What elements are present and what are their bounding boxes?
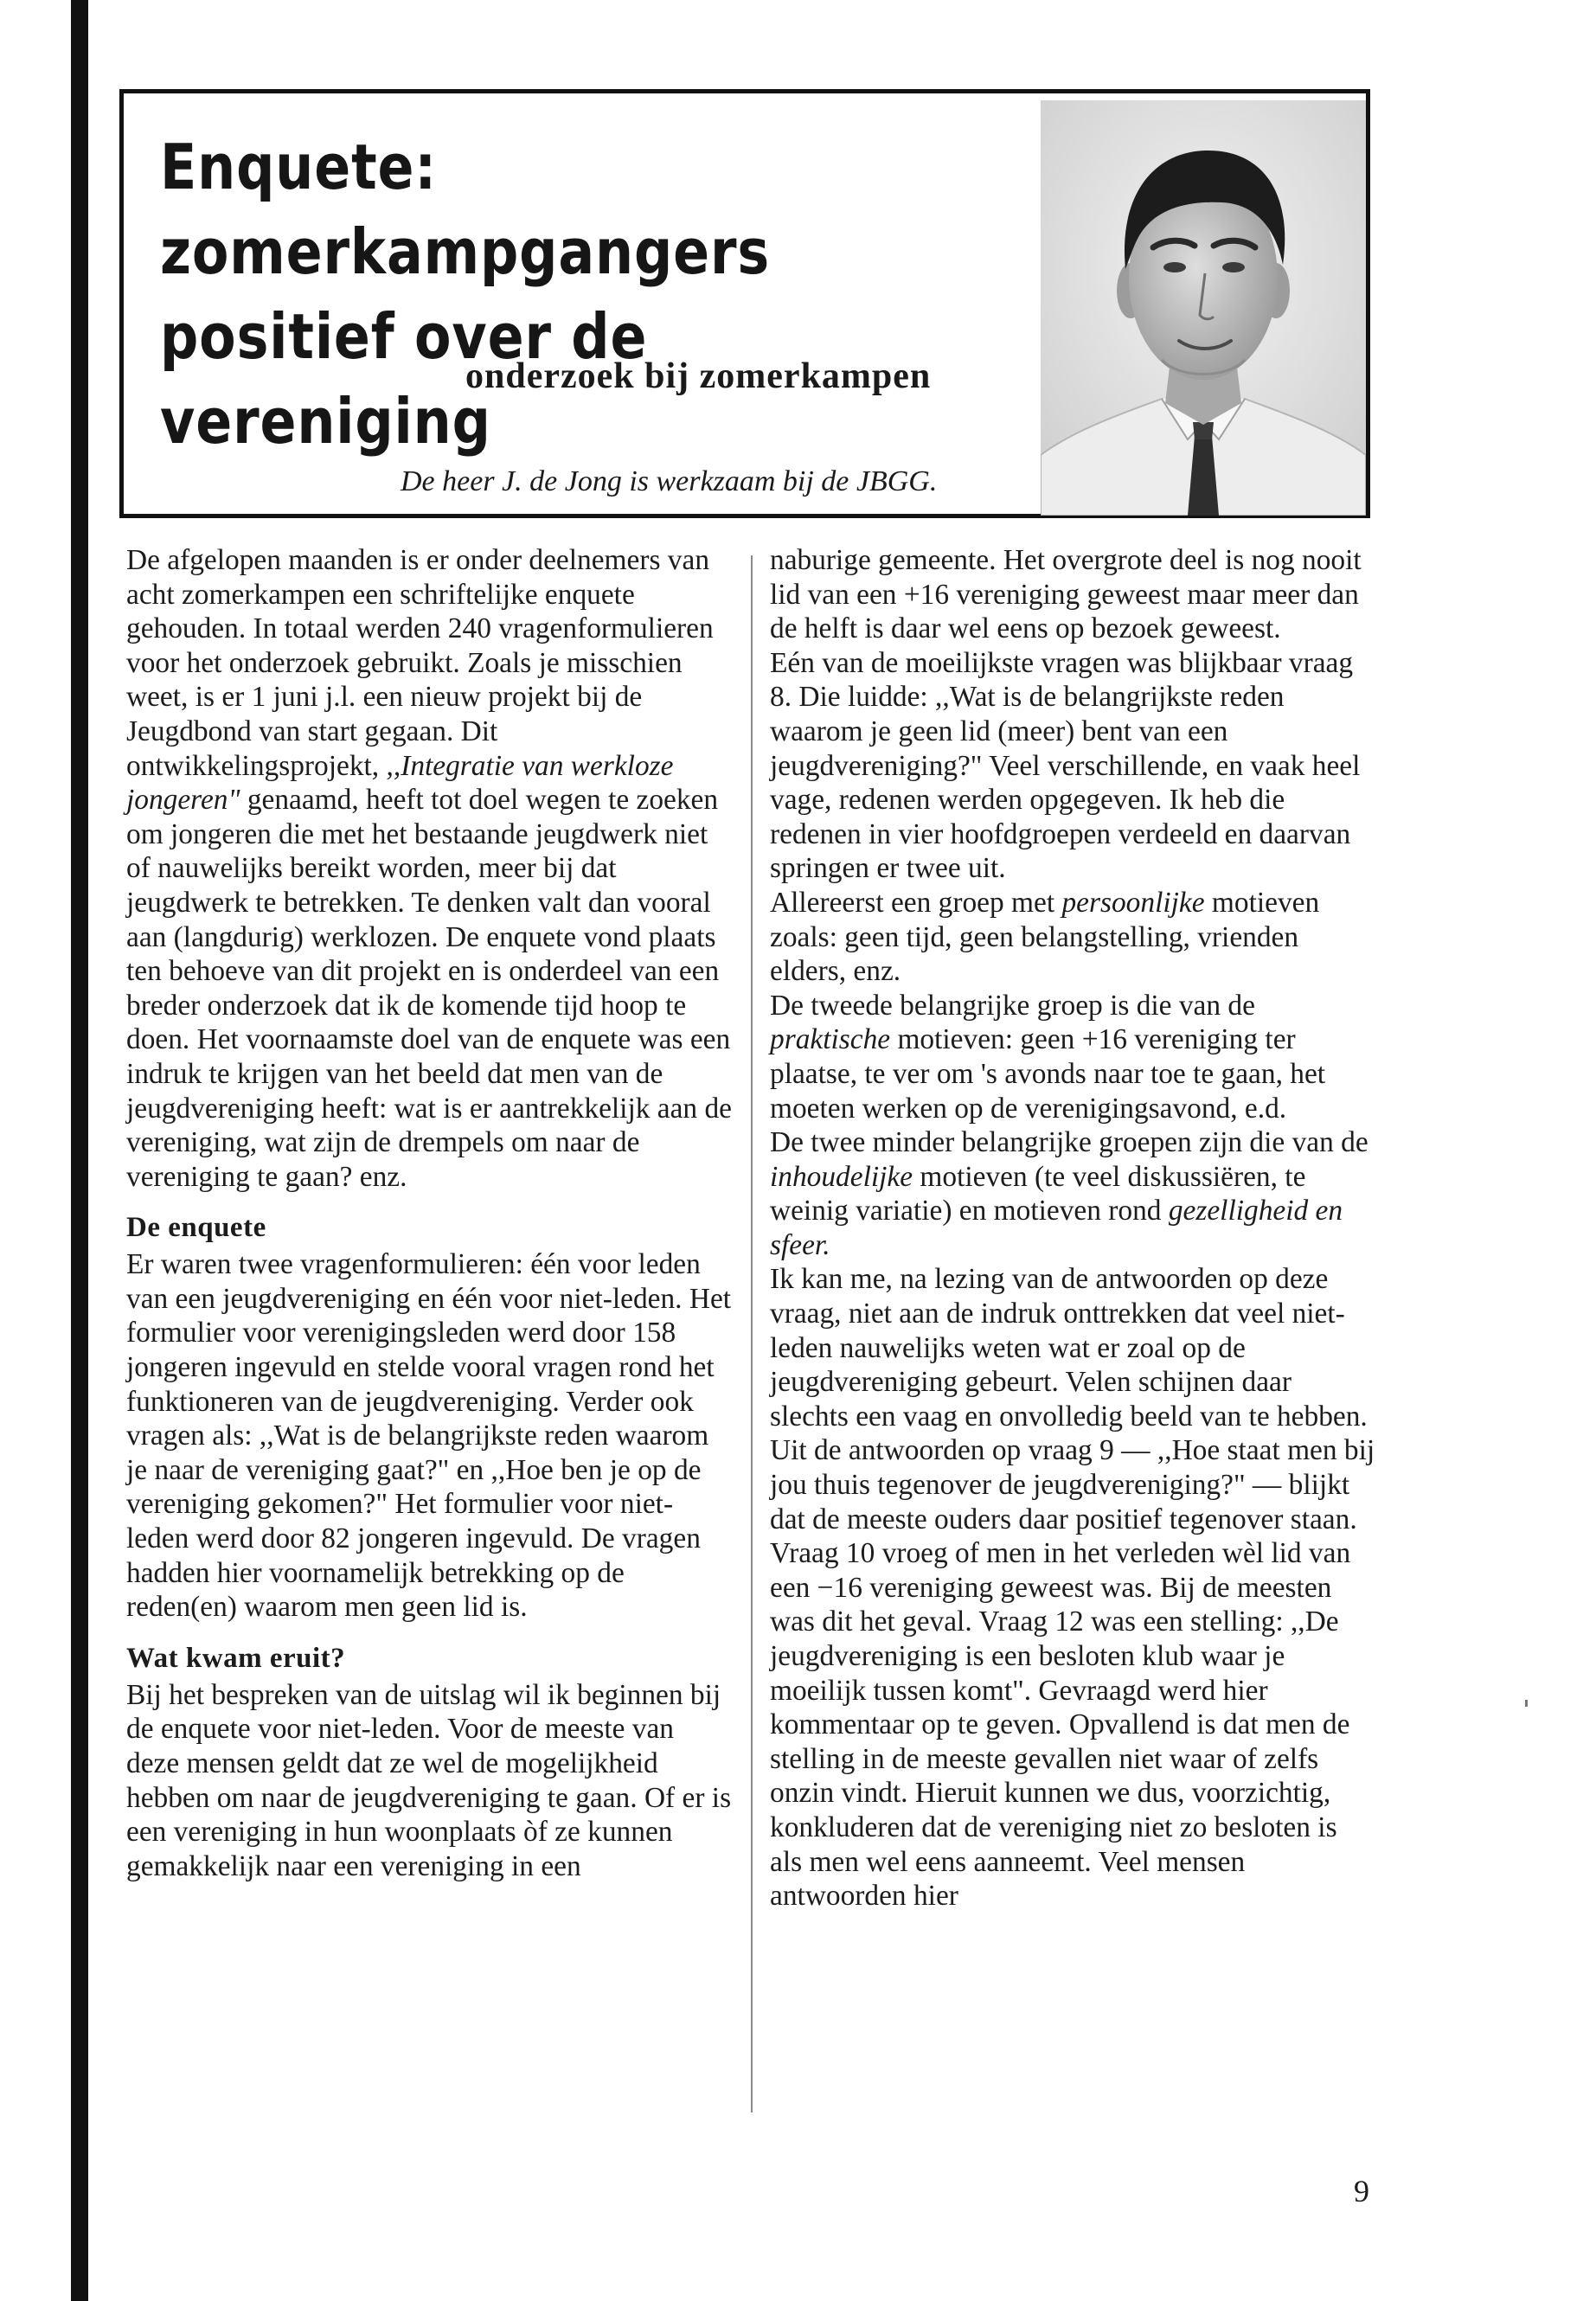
minor-groups-text-a: De twee minder belangrijke groepen zijn die van de <box>770 1126 1368 1159</box>
intro-text-2: genaamd, heeft tot doel wegen te zoeken om jongeren die met het bestaande jeugdwerk niet of nauwelijks bereikt worden, meer bij dat jeugdwerk te betrekken. Te denken valt dan vooral aan (langdurig) werklozen. De enquete vond plaats ten behoeve van dit projekt en is onderdeel van een breder onderzoek dat ik de komende tijd hoop te doen. Het voornaamste doel van de enquete was een indruk te krijgen van het beeld dat men van de jeugdvereniging heeft: wat is er aantrekkelijk aan de vereniging, wat zijn de drempels om naar de vereniging te gaan? enz. <box>126 784 732 1193</box>
personal-motives-text-a: Allereerst een groep met <box>770 886 1055 919</box>
section-heading-enquete: De enquete <box>126 1212 266 1244</box>
personal-motives-text-b: motieven zoals: geen tijd, geen belangstelling, vrienden elders, enz. <box>770 886 1320 988</box>
column-divider <box>751 555 753 2112</box>
article-column-right <box>770 543 1375 1913</box>
page-number: 9 <box>1354 2174 1369 2208</box>
results-paragraph: Bij het bespreken van de uitslag wil ik beginnen bij de enquete voor niet-leden. Voor de meeste van deze mensen geldt dat ze wel de mogelijkheid hebben om naar de jeugdvereniging te gaan. Of er is een vereniging in hun woonplaats òf ze kunnen gemakkelijk naar een vereniging in een <box>126 1678 732 1882</box>
section-heading-results: Wat kwam eruit? <box>126 1642 346 1674</box>
practical-motives-emphasis: praktische <box>770 1023 891 1056</box>
headline-line-2: positief over de vereniging <box>160 300 648 458</box>
paragraph-minor-groups <box>770 1125 1375 1262</box>
paragraph-impression: Ik kan me, na lezing van de antwoorden op deze vraag, niet aan de indruk onttrekken dat veel niet-leden nauwelijks weten wat er zoal op de jeugdvereniging gebeurt. Velen schijnen daar slechts een vaag en onvolledig beeld van te hebben. <box>770 1263 1368 1433</box>
scan-edge-bar <box>71 0 88 2301</box>
paragraph-question-8: Eén van de moeilijkste vragen was blijkbaar vraag 8. Die luidde: ,,Wat is de belangrijkste reden waarom je geen lid (meer) bent van een jeugdvereniging?" Veel verschillende, en vaak heel vage, redenen werden opgegeven. Ik heb die redenen in vier hoofdgroepen verdeeld en daarvan springen er twee uit. <box>770 646 1361 885</box>
minor-groups-text-b: motieven (te veel diskussiëren, te weinig variatie) en motieven rond <box>770 1160 1306 1227</box>
intro-paragraph <box>126 543 732 1194</box>
minor-groups-emphasis-2: gezelligheid en sfeer. <box>770 1195 1343 1261</box>
intro-project-title: ,,Integratie van werkloze jongeren" <box>126 749 674 817</box>
practical-motives-text-a: De tweede belangrijke groep is die van de <box>770 989 1255 1022</box>
headline-line-1: Enquete: zomerkampgangers <box>160 131 771 288</box>
header-box <box>119 89 1370 518</box>
headline <box>160 125 949 464</box>
portrait-photo <box>1041 100 1366 516</box>
scan-speck <box>1525 1700 1528 1707</box>
intro-text-1: De afgelopen maanden is er onder deelnemers van acht zomerkampen een schriftelijke enquete gehouden. In totaal werden 240 vragenformulieren voor het onderzoek gebruikt. Zoals je misschien weet, is er 1 juni j.l. een nieuw projekt bij de Jeugdbond van start gegaan. Dit ontwikkelingsprojekt, <box>126 544 714 782</box>
enquete-paragraph: Er waren twee vragenformulieren: één voor leden van een jeugdvereniging en één voor niet-leden. Het formulier voor verenigingsleden werd door 158 jongeren ingevuld en stelde vooral vragen rond het funktioneren van de jeugdvereniging. Verder ook vragen als: ,,Wat is de belangrijkste reden waarom je naar de vereniging gaat?" en ,,Hoe ben je op de vereniging gekomen?" Het formulier voor niet-leden werd door 82 jongeren ingevuld. De vragen hadden hier voornamelijk betrekking op de reden(en) waarom men geen lid is. <box>126 1248 732 1624</box>
paragraph-neighbour-municipality: naburige gemeente. Het overgrote deel is nog nooit lid van een +16 vereniging geweest maar meer dan de helft is daar wel eens op bezoek geweest. <box>770 544 1362 645</box>
paragraph-practical-motives <box>770 989 1375 1125</box>
personal-motives-emphasis: persoonlijke <box>1061 886 1205 919</box>
practical-motives-text-b: motieven: geen +16 vereniging ter plaatse, te ver om 's avonds naar toe te gaan, het moeten werken op de verenigingsavond, e.d. <box>770 1023 1326 1125</box>
paragraph-question-9: Uit de antwoorden op vraag 9 — ,,Hoe staat men bij jou thuis tegenover de jeugdvereniging?" — blijkt dat de meeste ouders daar positief tegenover staan. <box>770 1434 1375 1535</box>
photo-caption: De heer J. de Jong is werkzaam bij de JBGG. <box>401 465 938 497</box>
subheadline: onderzoek bij zomerkampen <box>465 356 932 396</box>
paragraph-personal-motives <box>770 886 1375 989</box>
portrait-illustration <box>1041 100 1366 516</box>
article-column-left <box>126 543 732 1883</box>
minor-groups-emphasis-1: inhoudelijke <box>770 1160 913 1193</box>
paragraph-question-10-12: Vraag 10 vroeg of men in het verleden wèl lid van een −16 vereniging geweest was. Bij de meesten was dit het geval. Vraag 12 was een stelling: ,,De jeugdvereniging is een besloten klub waar je moeilijk tussen komt". Gevraagd werd hier kommentaar op te geven. Opvallend is dat men de stelling in de meeste gevallen niet waar of zelfs onzin vindt. Hieruit kunnen we dus, voorzichtig, konkluderen dat de vereniging niet zo besloten is als men wel eens aanneemt. Veel mensen antwoorden hier <box>770 1537 1351 1913</box>
